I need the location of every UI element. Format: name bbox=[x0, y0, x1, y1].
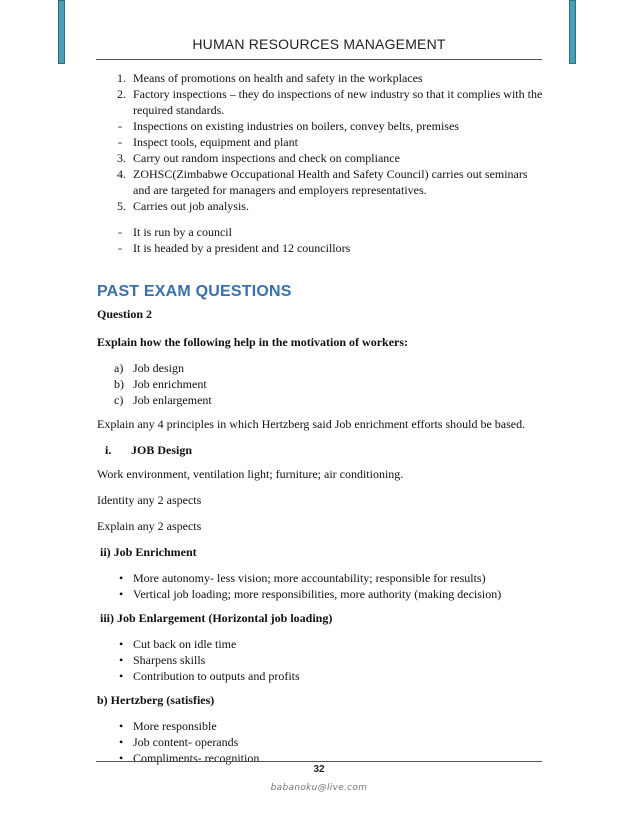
list-item bbox=[97, 86, 543, 118]
right-header-bar bbox=[569, 0, 576, 64]
list-item-text: Inspections on existing industries on boilers, convey belts, premises bbox=[133, 119, 459, 133]
numbered-list-1 bbox=[97, 70, 543, 214]
list-item bbox=[97, 240, 543, 256]
list-marker: - bbox=[118, 241, 122, 255]
enrichment-list bbox=[97, 570, 543, 602]
bullet-icon: • bbox=[119, 719, 124, 733]
list-marker: a) bbox=[114, 361, 124, 375]
list-item-text: Means of promotions on health and safety in the workplaces bbox=[133, 71, 423, 85]
list-item bbox=[97, 118, 543, 134]
list-marker: i. bbox=[105, 443, 112, 457]
enlargement-heading: iii) Job Enlargement (Horizontal job loading) bbox=[100, 611, 333, 625]
header-rule bbox=[96, 59, 542, 60]
page-content bbox=[97, 70, 543, 766]
list-item-text: More autonomy- less vision; more accountability; responsible for results) bbox=[133, 571, 486, 585]
footer-email: babanoku@live.com bbox=[270, 783, 368, 793]
bullet-icon: • bbox=[119, 571, 124, 585]
bullet-icon: • bbox=[119, 751, 124, 765]
list-item bbox=[97, 570, 543, 586]
list-item bbox=[97, 586, 543, 602]
list-marker: 3. bbox=[117, 151, 126, 165]
list-item-text: Job enlargement bbox=[133, 393, 212, 407]
list-item bbox=[97, 134, 543, 150]
list-item-text: Job enrichment bbox=[133, 377, 207, 391]
list-marker: 5. bbox=[117, 199, 126, 213]
list-item bbox=[97, 718, 543, 734]
list-item-text: Inspect tools, equipment and plant bbox=[133, 135, 298, 149]
list-item-text: Cut back on idle time bbox=[133, 637, 237, 651]
page-header-title: HUMAN RESOURCES MANAGEMENT bbox=[192, 36, 446, 52]
list-marker: - bbox=[118, 135, 122, 149]
list-item-text: ZOHSC(Zimbabwe Occupational Health and Safety Council) carries out seminars and are targeted for managers and employers representatives. bbox=[133, 167, 528, 197]
enrichment-heading: ii) Job Enrichment bbox=[100, 545, 197, 559]
list-item-text: Carries out job analysis. bbox=[133, 199, 249, 213]
list-marker: - bbox=[118, 119, 122, 133]
list-item bbox=[97, 224, 543, 240]
list-item-text: Contribution to outputs and profits bbox=[133, 669, 300, 683]
list-item bbox=[97, 376, 543, 392]
options-list bbox=[97, 360, 543, 408]
list-item-text: Compliments- recognition bbox=[133, 751, 260, 765]
bullet-icon: • bbox=[119, 669, 124, 683]
footer-rule bbox=[96, 761, 542, 762]
satisfies-heading: b) Hertzberg (satisfies) bbox=[97, 693, 215, 707]
job-design-heading bbox=[97, 442, 543, 458]
job-design-title: JOB Design bbox=[131, 443, 193, 457]
job-design-text: Work environment, ventilation light; furniture; air conditioning. bbox=[97, 467, 404, 481]
list-item-text: Job content- operands bbox=[133, 735, 239, 749]
list-marker: b) bbox=[114, 377, 124, 391]
list-item-text: It is headed by a president and 12 councillors bbox=[133, 241, 351, 255]
list-item-text: Sharpens skills bbox=[133, 653, 206, 667]
left-header-bar bbox=[58, 0, 65, 64]
list-item bbox=[97, 166, 543, 198]
bullet-icon: • bbox=[119, 587, 124, 601]
list-item bbox=[97, 150, 543, 166]
page-number: 32 bbox=[313, 764, 325, 775]
explain-text: Explain any 2 aspects bbox=[97, 519, 202, 533]
list-marker: 2. bbox=[117, 87, 126, 101]
list-item bbox=[97, 70, 543, 86]
question-label: Question 2 bbox=[97, 307, 153, 321]
list-item bbox=[97, 652, 543, 668]
list-item bbox=[97, 668, 543, 684]
list-item bbox=[97, 392, 543, 408]
question-prompt: Explain how the following help in the motivation of workers: bbox=[97, 335, 409, 349]
list-marker: c) bbox=[114, 393, 124, 407]
list-item bbox=[97, 360, 543, 376]
list-item bbox=[97, 198, 543, 214]
list-item-text: Factory inspections – they do inspections of new industry so that it complies with the required standards. bbox=[133, 87, 543, 117]
list-item bbox=[97, 636, 543, 652]
list-marker: - bbox=[118, 225, 122, 239]
list-marker: 1. bbox=[117, 71, 126, 85]
list-marker: 4. bbox=[117, 167, 126, 181]
list-item-text: Job design bbox=[133, 361, 184, 375]
council-list bbox=[97, 224, 543, 256]
bullet-icon: • bbox=[119, 653, 124, 667]
list-item bbox=[97, 734, 543, 750]
section-title: PAST EXAM QUESTIONS bbox=[97, 283, 292, 300]
list-item-text: More responsible bbox=[133, 719, 217, 733]
satisfies-list bbox=[97, 718, 543, 766]
list-item-text: Carry out random inspections and check on compliance bbox=[133, 151, 400, 165]
identify-text: Identity any 2 aspects bbox=[97, 493, 202, 507]
bullet-icon: • bbox=[119, 735, 124, 749]
list-item-text: Vertical job loading; more responsibilities, more authority (making decision) bbox=[133, 587, 502, 601]
herzberg-question: Explain any 4 principles in which Hertzberg said Job enrichment efforts should be based. bbox=[97, 417, 526, 431]
list-item-text: It is run by a council bbox=[133, 225, 232, 239]
enlargement-list bbox=[97, 636, 543, 684]
bullet-icon: • bbox=[119, 637, 124, 651]
